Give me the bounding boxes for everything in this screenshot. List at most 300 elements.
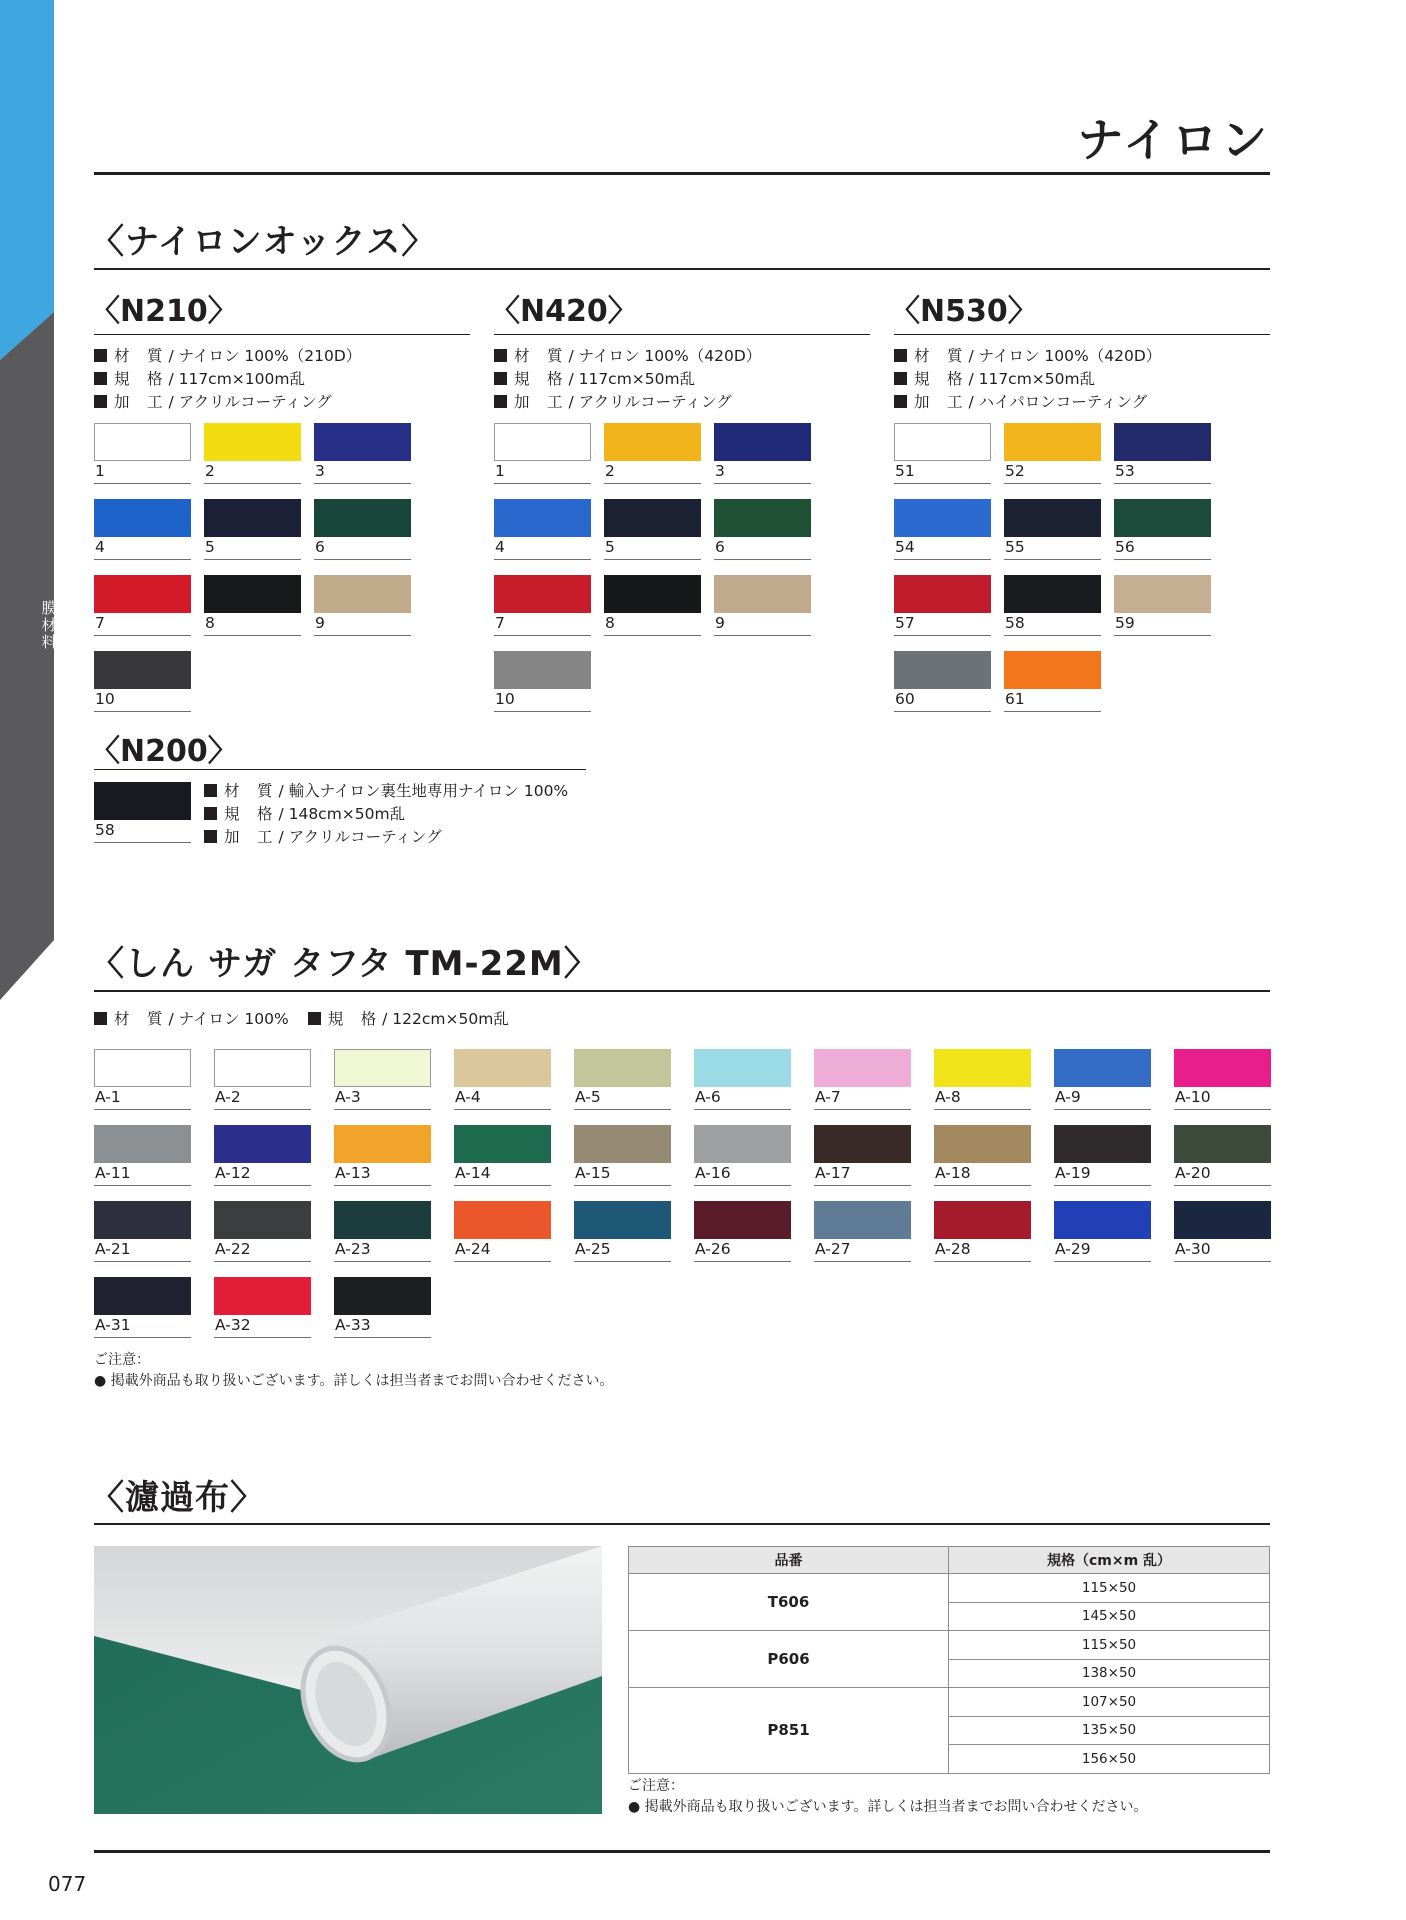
swatch-chip <box>1174 1049 1271 1087</box>
spec-label: 規 格 <box>327 1010 378 1028</box>
sidebar-grey-band <box>0 312 54 1000</box>
swatch-underline <box>94 1109 191 1110</box>
swatch-code: A-15 <box>575 1164 611 1182</box>
swatch-underline <box>694 1261 791 1262</box>
note-text: ● 掲載外商品も取り扱いございます。詳しくは担当者までお問い合わせください。 <box>628 1799 1148 1815</box>
spec-value: 148cm×50m乱 <box>288 805 406 823</box>
color-swatch <box>204 423 301 483</box>
sidebar-blue-band <box>0 0 54 360</box>
swatch-code: 5 <box>605 538 615 556</box>
color-swatch <box>1174 1201 1271 1261</box>
size-value: 115×50 <box>949 1574 1270 1603</box>
spec-item: 規 格 / 117cm×100m乱 <box>94 368 361 391</box>
spec-item: 規 格 / 117cm×50m乱 <box>894 368 1161 391</box>
swatch-chip <box>454 1201 551 1239</box>
swatch-code: 9 <box>715 614 725 632</box>
swatch-underline <box>574 1185 671 1186</box>
swatch-chip <box>604 575 701 613</box>
swatch-underline <box>454 1109 551 1110</box>
color-swatch <box>1004 575 1101 635</box>
color-swatch <box>574 1201 671 1261</box>
section-rule <box>94 268 1270 270</box>
spec-list <box>894 345 1161 414</box>
color-swatch <box>494 651 591 711</box>
swatch-code: A-14 <box>455 1164 491 1182</box>
color-swatch <box>934 1125 1031 1185</box>
title-rule <box>94 172 1270 175</box>
swatch-code: 4 <box>95 538 105 556</box>
note-text: ● 掲載外商品も取り扱いございます。詳しくは担当者までお問い合わせください。 <box>94 1373 614 1389</box>
spec-item: 材 質 / ナイロン 100% <box>94 1010 289 1028</box>
spec-value: 117cm×50m乱 <box>578 370 696 388</box>
swatch-chip <box>314 423 411 461</box>
color-swatch <box>694 1125 791 1185</box>
color-swatch <box>214 1201 311 1261</box>
swatch-n200 <box>94 782 191 842</box>
sub-rule <box>94 334 470 335</box>
sub-rule <box>494 334 870 335</box>
swatch-chip <box>214 1277 311 1315</box>
swatch-chip <box>1004 651 1101 689</box>
section-title-filter-cloth: 〈濾過布〉 <box>90 1478 265 1518</box>
swatch-underline <box>1174 1261 1271 1262</box>
swatch-code: A-5 <box>575 1088 601 1106</box>
color-swatch <box>214 1277 311 1337</box>
spec-list-taffeta <box>94 1008 523 1031</box>
swatch-chip <box>94 1277 191 1315</box>
color-swatch <box>814 1049 911 1109</box>
page-number: 077 <box>48 1872 87 1896</box>
swatch-underline <box>894 559 991 560</box>
color-swatch <box>714 499 811 559</box>
spec-list-n200 <box>204 780 568 849</box>
swatch-underline <box>314 483 411 484</box>
spec-item: 材 質 / ナイロン 100%（420D） <box>894 345 1161 368</box>
swatch-code: A-30 <box>1175 1240 1211 1258</box>
swatch-chip <box>934 1125 1031 1163</box>
color-swatch <box>604 499 701 559</box>
swatch-underline <box>1054 1109 1151 1110</box>
note-heading: ご注意： <box>628 1778 684 1794</box>
spec-label: 材 質 <box>224 782 274 800</box>
swatch-chip <box>214 1125 311 1163</box>
spec-value: ナイロン 100%（420D） <box>578 347 762 365</box>
swatch-underline <box>94 711 191 712</box>
swatch-chip <box>934 1201 1031 1239</box>
bullet-square-icon <box>494 349 507 362</box>
swatch-underline <box>94 559 191 560</box>
swatch-code: 9 <box>315 614 325 632</box>
spec-item: 加 工 / アクリルコーティング <box>204 826 568 849</box>
swatch-chip <box>94 575 191 613</box>
color-swatch <box>1114 499 1211 559</box>
color-swatch <box>314 499 411 559</box>
swatch-underline <box>1004 483 1101 484</box>
product-number: T606 <box>629 1574 949 1631</box>
section-title-nylon-ox: 〈ナイロンオックス〉 <box>90 222 437 262</box>
color-swatch <box>1174 1049 1271 1109</box>
color-swatch <box>454 1201 551 1261</box>
swatch-chip <box>604 499 701 537</box>
swatch-underline <box>94 1261 191 1262</box>
swatch-chip <box>694 1201 791 1239</box>
swatch-chip <box>1004 423 1101 461</box>
swatch-code: A-8 <box>935 1088 961 1106</box>
bullet-square-icon <box>494 395 507 408</box>
swatch-underline <box>454 1185 551 1186</box>
swatch-code: A-31 <box>95 1316 131 1334</box>
swatch-underline <box>714 559 811 560</box>
bullet-square-icon <box>894 395 907 408</box>
table-row <box>629 1574 1270 1603</box>
color-swatch <box>94 499 191 559</box>
swatch-code: A-4 <box>455 1088 481 1106</box>
swatch-chip <box>334 1201 431 1239</box>
spec-value: ナイロン 100% <box>178 1010 289 1028</box>
spec-item: 加 工 / アクリルコーティング <box>94 391 361 414</box>
swatch-underline <box>334 1109 431 1110</box>
swatch-underline <box>314 635 411 636</box>
swatch-code: A-1 <box>95 1088 121 1106</box>
product-number: P851 <box>629 1688 949 1774</box>
swatch-underline <box>1114 559 1211 560</box>
swatch-code: 1 <box>95 462 105 480</box>
spec-label: 規 格 <box>114 370 164 388</box>
swatch-chip <box>494 423 591 461</box>
section-rule <box>94 990 1270 992</box>
swatch-chip <box>934 1049 1031 1087</box>
color-swatch <box>94 1277 191 1337</box>
swatch-chip <box>694 1125 791 1163</box>
color-swatch <box>814 1201 911 1261</box>
swatch-code: A-11 <box>95 1164 131 1182</box>
swatch-chip <box>814 1049 911 1087</box>
sidebar-label-char: 膜 <box>41 599 57 617</box>
swatch-code: 54 <box>895 538 915 556</box>
table-row <box>629 1688 1270 1717</box>
spec-value: アクリルコーティング <box>178 393 332 411</box>
swatch-chip <box>94 499 191 537</box>
color-swatch <box>334 1201 431 1261</box>
color-swatch <box>814 1125 911 1185</box>
product-title-n200: 〈N200〉 <box>90 734 238 769</box>
swatch-code: 53 <box>1115 462 1135 480</box>
spec-item: 材 質 / ナイロン 100%（210D） <box>94 345 361 368</box>
swatch-chip <box>94 1201 191 1239</box>
swatch-code: 52 <box>1005 462 1025 480</box>
swatch-underline <box>94 483 191 484</box>
sidebar-tab <box>0 0 66 1000</box>
table-header-row <box>629 1547 1270 1574</box>
section-rule <box>94 1523 1270 1525</box>
swatch-chip <box>94 782 191 820</box>
swatch-code: A-13 <box>335 1164 371 1182</box>
swatch-chip <box>1054 1125 1151 1163</box>
bullet-square-icon <box>494 372 507 385</box>
swatch-underline <box>1174 1109 1271 1110</box>
swatch-chip <box>334 1277 431 1315</box>
color-swatch <box>694 1049 791 1109</box>
swatch-underline <box>694 1185 791 1186</box>
color-swatch <box>494 499 591 559</box>
spec-label: 材 質 <box>514 347 564 365</box>
swatch-code: A-12 <box>215 1164 251 1182</box>
product-title: 〈N210〉 <box>90 294 238 329</box>
color-swatch <box>604 423 701 483</box>
swatch-code: 59 <box>1115 614 1135 632</box>
spec-value: 122cm×50m乱 <box>392 1010 509 1028</box>
color-swatch <box>1114 575 1211 635</box>
swatch-chip <box>1174 1125 1271 1163</box>
swatch-underline <box>94 1337 191 1338</box>
color-swatch <box>454 1125 551 1185</box>
swatch-code: 2 <box>205 462 215 480</box>
swatch-chip <box>894 423 991 461</box>
bullet-square-icon <box>94 395 107 408</box>
color-swatch <box>94 1125 191 1185</box>
color-swatch <box>1114 423 1211 483</box>
spec-item: 材 質 / ナイロン 100%（420D） <box>494 345 761 368</box>
swatch-underline <box>1054 1261 1151 1262</box>
swatch-chip <box>1004 499 1101 537</box>
swatch-chip <box>814 1201 911 1239</box>
swatch-chip <box>894 575 991 613</box>
color-swatch <box>334 1125 431 1185</box>
swatch-code: 6 <box>315 538 325 556</box>
swatch-code: A-19 <box>1055 1164 1091 1182</box>
spec-value: アクリルコーティング <box>288 828 442 846</box>
swatch-chip <box>94 423 191 461</box>
swatch-underline <box>334 1261 431 1262</box>
swatch-underline <box>934 1109 1031 1110</box>
swatch-chip <box>814 1125 911 1163</box>
filter-cloth-photo <box>94 1546 602 1814</box>
color-swatch <box>314 423 411 483</box>
swatch-underline <box>934 1261 1031 1262</box>
swatch-code: 10 <box>95 690 115 708</box>
swatch-code: A-2 <box>215 1088 241 1106</box>
spec-value: ナイロン 100%（210D） <box>178 347 362 365</box>
swatch-underline <box>604 635 701 636</box>
swatch-underline <box>494 711 591 712</box>
swatch-code: 8 <box>605 614 615 632</box>
swatch-chip <box>314 575 411 613</box>
swatch-underline <box>494 635 591 636</box>
swatch-underline <box>604 483 701 484</box>
swatch-code: 1 <box>495 462 505 480</box>
spec-label: 規 格 <box>914 370 964 388</box>
swatch-underline <box>714 635 811 636</box>
spec-item: 材 質 / 輸入ナイロン裏生地専用ナイロン 100% <box>204 780 568 803</box>
swatch-chip <box>494 499 591 537</box>
spec-value: 117cm×100m乱 <box>178 370 305 388</box>
sidebar-label <box>38 600 60 651</box>
filter-cloth-note <box>628 1776 1148 1818</box>
bullet-square-icon <box>894 372 907 385</box>
swatch-underline <box>94 842 191 843</box>
color-swatch <box>574 1049 671 1109</box>
spec-item: 規 格 / 122cm×50m乱 <box>308 1010 509 1028</box>
swatch-code: A-27 <box>815 1240 851 1258</box>
spec-label: 材 質 <box>114 347 164 365</box>
swatch-chip <box>714 423 811 461</box>
section-title-taffeta: 〈しん サガ タフタ TM-22M〉 <box>90 944 599 984</box>
swatch-underline <box>334 1185 431 1186</box>
swatch-underline <box>94 1185 191 1186</box>
size-value: 138×50 <box>949 1659 1270 1688</box>
bullet-square-icon <box>94 372 107 385</box>
swatch-chip <box>714 499 811 537</box>
color-swatch <box>494 423 591 483</box>
swatch-code: 7 <box>495 614 505 632</box>
color-swatch <box>214 1125 311 1185</box>
swatch-underline <box>894 635 991 636</box>
swatch-code: A-22 <box>215 1240 251 1258</box>
color-swatch <box>94 1049 191 1109</box>
swatch-underline <box>204 559 301 560</box>
swatch-code: A-20 <box>1175 1164 1211 1182</box>
swatch-code: 57 <box>895 614 915 632</box>
swatch-underline <box>1004 711 1101 712</box>
spec-value: アクリルコーティング <box>578 393 732 411</box>
swatch-code: A-25 <box>575 1240 611 1258</box>
swatch-chip <box>894 499 991 537</box>
spec-label: 加 工 <box>224 828 274 846</box>
swatch-underline <box>814 1185 911 1186</box>
color-swatch <box>1054 1049 1151 1109</box>
swatch-chip <box>494 575 591 613</box>
swatch-underline <box>604 559 701 560</box>
swatch-underline <box>934 1185 1031 1186</box>
swatch-underline <box>94 635 191 636</box>
swatch-chip <box>574 1049 671 1087</box>
product-title: 〈N420〉 <box>490 294 638 329</box>
swatch-chip <box>574 1201 671 1239</box>
swatch-code: A-26 <box>695 1240 731 1258</box>
swatch-code: 56 <box>1115 538 1135 556</box>
color-swatch <box>574 1125 671 1185</box>
spec-label: 加 工 <box>114 393 164 411</box>
swatch-chip <box>1054 1201 1151 1239</box>
swatch-underline <box>694 1109 791 1110</box>
swatch-chip <box>214 1201 311 1239</box>
spec-value: ナイロン 100%（420D） <box>978 347 1162 365</box>
bullet-square-icon <box>94 1012 107 1025</box>
color-swatch <box>1174 1125 1271 1185</box>
swatch-code: A-24 <box>455 1240 491 1258</box>
swatch-chip <box>1114 499 1211 537</box>
swatch-chip <box>494 651 591 689</box>
swatch-code: 8 <box>205 614 215 632</box>
swatch-underline <box>214 1337 311 1338</box>
product-number: P606 <box>629 1631 949 1688</box>
spec-label: 規 格 <box>224 805 274 823</box>
spec-value: 117cm×50m乱 <box>978 370 1096 388</box>
color-swatch <box>604 575 701 635</box>
page-title: ナイロン <box>1077 113 1270 167</box>
bullet-square-icon <box>894 349 907 362</box>
color-swatch <box>894 651 991 711</box>
swatch-code: 61 <box>1005 690 1025 708</box>
color-swatch <box>334 1049 431 1109</box>
swatch-underline <box>314 559 411 560</box>
swatch-code: 58 <box>95 821 115 839</box>
spec-label: 規 格 <box>514 370 564 388</box>
swatch-code: A-28 <box>935 1240 971 1258</box>
swatch-underline <box>1004 559 1101 560</box>
color-swatch <box>934 1049 1031 1109</box>
swatch-underline <box>814 1261 911 1262</box>
swatch-code: A-29 <box>1055 1240 1091 1258</box>
sidebar-label-char: 料 <box>41 633 57 651</box>
product-title: 〈N530〉 <box>890 294 1038 329</box>
swatch-code: A-18 <box>935 1164 971 1182</box>
spec-value: ハイパロンコーティング <box>978 393 1148 411</box>
swatch-underline <box>1054 1185 1151 1186</box>
sub-rule <box>894 334 1270 335</box>
swatch-code: A-16 <box>695 1164 731 1182</box>
fabric-roll-image <box>94 1546 602 1814</box>
color-swatch <box>714 423 811 483</box>
swatch-chip <box>574 1125 671 1163</box>
size-value: 115×50 <box>949 1631 1270 1660</box>
spec-list <box>94 345 361 414</box>
swatch-code: A-3 <box>335 1088 361 1106</box>
color-swatch <box>934 1201 1031 1261</box>
color-swatch <box>894 423 991 483</box>
spec-item: 規 格 / 117cm×50m乱 <box>494 368 761 391</box>
swatch-code: 4 <box>495 538 505 556</box>
color-swatch <box>314 575 411 635</box>
swatch-code: 3 <box>715 462 725 480</box>
swatch-underline <box>334 1337 431 1338</box>
swatch-underline <box>214 1109 311 1110</box>
color-swatch <box>1054 1125 1151 1185</box>
filter-cloth-spec-table <box>628 1546 1270 1774</box>
swatch-chip <box>94 1125 191 1163</box>
swatch-underline <box>1114 635 1211 636</box>
taffeta-note <box>94 1350 614 1392</box>
color-swatch <box>94 651 191 711</box>
swatch-code: A-21 <box>95 1240 131 1258</box>
spec-item: 加 工 / アクリルコーティング <box>494 391 761 414</box>
swatch-chip <box>1114 575 1211 613</box>
spec-item: 加 工 / ハイパロンコーティング <box>894 391 1161 414</box>
swatch-chip <box>334 1049 431 1087</box>
swatch-chip <box>1174 1201 1271 1239</box>
swatch-underline <box>1114 483 1211 484</box>
swatch-chip <box>454 1125 551 1163</box>
swatch-code: 7 <box>95 614 105 632</box>
sidebar-label-char: 材 <box>41 616 57 634</box>
swatch-code: 6 <box>715 538 725 556</box>
swatch-chip <box>94 651 191 689</box>
swatch-chip <box>334 1125 431 1163</box>
swatch-chip <box>204 423 301 461</box>
color-swatch <box>494 575 591 635</box>
swatch-code: 10 <box>495 690 515 708</box>
color-swatch <box>1004 499 1101 559</box>
swatch-underline <box>494 483 591 484</box>
color-swatch <box>454 1049 551 1109</box>
color-swatch <box>94 423 191 483</box>
swatch-underline <box>814 1109 911 1110</box>
swatch-underline <box>1174 1185 1271 1186</box>
color-swatch <box>894 499 991 559</box>
color-swatch <box>894 575 991 635</box>
swatch-code: 51 <box>895 462 915 480</box>
swatch-underline <box>454 1261 551 1262</box>
